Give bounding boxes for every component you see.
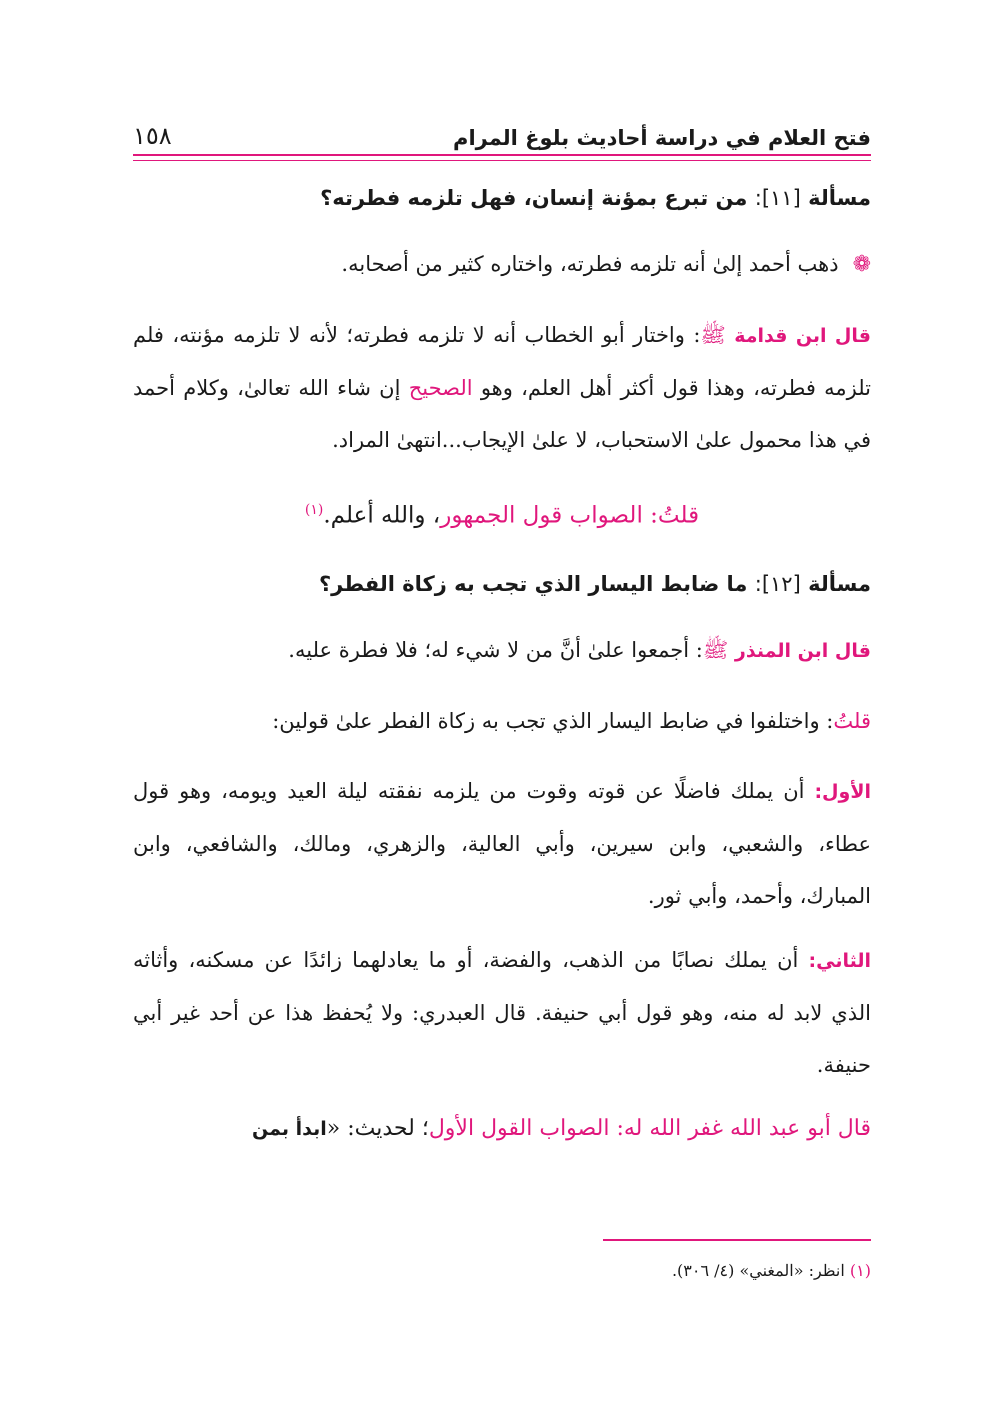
paragraph-text: : واختلفوا في ضابط اليسار الذي تجب به زكاة الفطر علىٰ قولين: [272, 708, 834, 733]
question-label: مسألة [808, 186, 871, 210]
question-number: [١١]: [754, 186, 801, 210]
ruling-text: الصواب قول الجمهور [440, 502, 643, 529]
page-number: ١٥٨ [133, 122, 172, 150]
opinion-label: الأول: [814, 780, 871, 803]
paragraph-text: : أجمعوا علىٰ أنَّ من لا شيء له؛ فلا فطرة عليه. [288, 637, 703, 662]
ruling-text: الصواب القول الأول [428, 1115, 610, 1141]
header-rule-thin [133, 160, 871, 161]
paragraph-ahmad-opinion [133, 238, 871, 291]
book-title: فتح العلام في دراسة أحاديث بلوغ المرام [453, 126, 871, 150]
hadith-text: ابدأ بمن [252, 1117, 327, 1140]
highlight-sahih: الصحيح [408, 376, 473, 400]
connector-text: ؛ لحديث: « [326, 1115, 429, 1141]
paragraph-text: ذهب أحمد إلىٰ أنه تلزمه فطرته، واختاره كثير من أصحابه. [341, 252, 839, 276]
quote-text-a: : واختار أبو الخطاب أنه لا تلزمه فطرته؛ لأنه لا تلزمه مؤنته، فلم تلزمه فطرته، وهذا قول أكثر أهل العلم، وهو [133, 323, 872, 400]
honorific-symbol: ﷺ [700, 323, 726, 347]
speaker-name: قال ابن قدامة [734, 325, 871, 347]
footnote [133, 1258, 871, 1284]
question-12-heading [133, 564, 871, 604]
main-text [133, 178, 871, 1173]
paragraph-text: أن يملك نصابًا من الذهب، والفضة، أو ما يعادلهما زائدًا عن مسكنه، وأثاثه الذي لابد له منه، وهو قول أبي حنيفة. قال العبدري: ولا يُحفظ هذا عن أحد غير أبي حنيفة. [133, 947, 871, 1077]
question-text: ما ضابط اليسار الذي تجب به زكاة الفطر؟ [319, 571, 748, 596]
question-label: مسألة [808, 571, 871, 596]
ruling-rest: ، والله أعلم. [323, 502, 441, 529]
paragraph-two-opinions [133, 695, 871, 747]
opinion-label: الثاني: [808, 949, 871, 972]
honorific-symbol: ﷺ [702, 637, 729, 662]
qultu-label: قلتُ [833, 708, 871, 733]
paragraph-ibn-al-mundhir [133, 624, 871, 677]
footnote-separator [603, 1239, 871, 1241]
author-attribution: قال أبو عبد الله غفر الله له: [616, 1115, 871, 1141]
paragraph-second-opinion [133, 934, 871, 1091]
footnote-text: انظر: «المغني» (٤/ ٣٠٦). [671, 1261, 845, 1280]
header-rule [133, 154, 871, 156]
flower-ornament-icon: ❁ [852, 252, 871, 277]
footnote-marker: (١) [304, 502, 324, 518]
book-page [133, 0, 871, 1418]
question-text: من تبرع بمؤنة إنسان، فهل تلزمه فطرته؟ [320, 186, 748, 210]
question-number: [١٢]: [754, 571, 801, 596]
running-header [133, 110, 871, 150]
paragraph-text: أن يملك فاضلًا عن قوته وقوت من يلزمه نفقته ليلة العيد ويومه، وهو قول عطاء، والشعبي، وابن سيرين، وأبي العالية، والزهري، ومالك، والشافعي، وابن المبارك، وأحمد، وأبي ثور. [133, 778, 871, 908]
paragraph-first-opinion [133, 765, 871, 922]
paragraph-ibn-qudama [133, 309, 871, 466]
question-11-heading [133, 178, 871, 218]
qultu-label: قلتُ: [650, 502, 700, 529]
footnote-number: (١) [849, 1261, 871, 1280]
speaker-name: قال ابن المنذر [734, 639, 871, 662]
quote-text-b: إن شاء الله تعالىٰ، وكلام أحمد في هذا محمول علىٰ الاستحباب، لا علىٰ الإيجاب...انتهىٰ المراد. [133, 376, 871, 452]
author-ruling-line [133, 484, 871, 542]
paragraph-author-conclusion [133, 1103, 871, 1155]
